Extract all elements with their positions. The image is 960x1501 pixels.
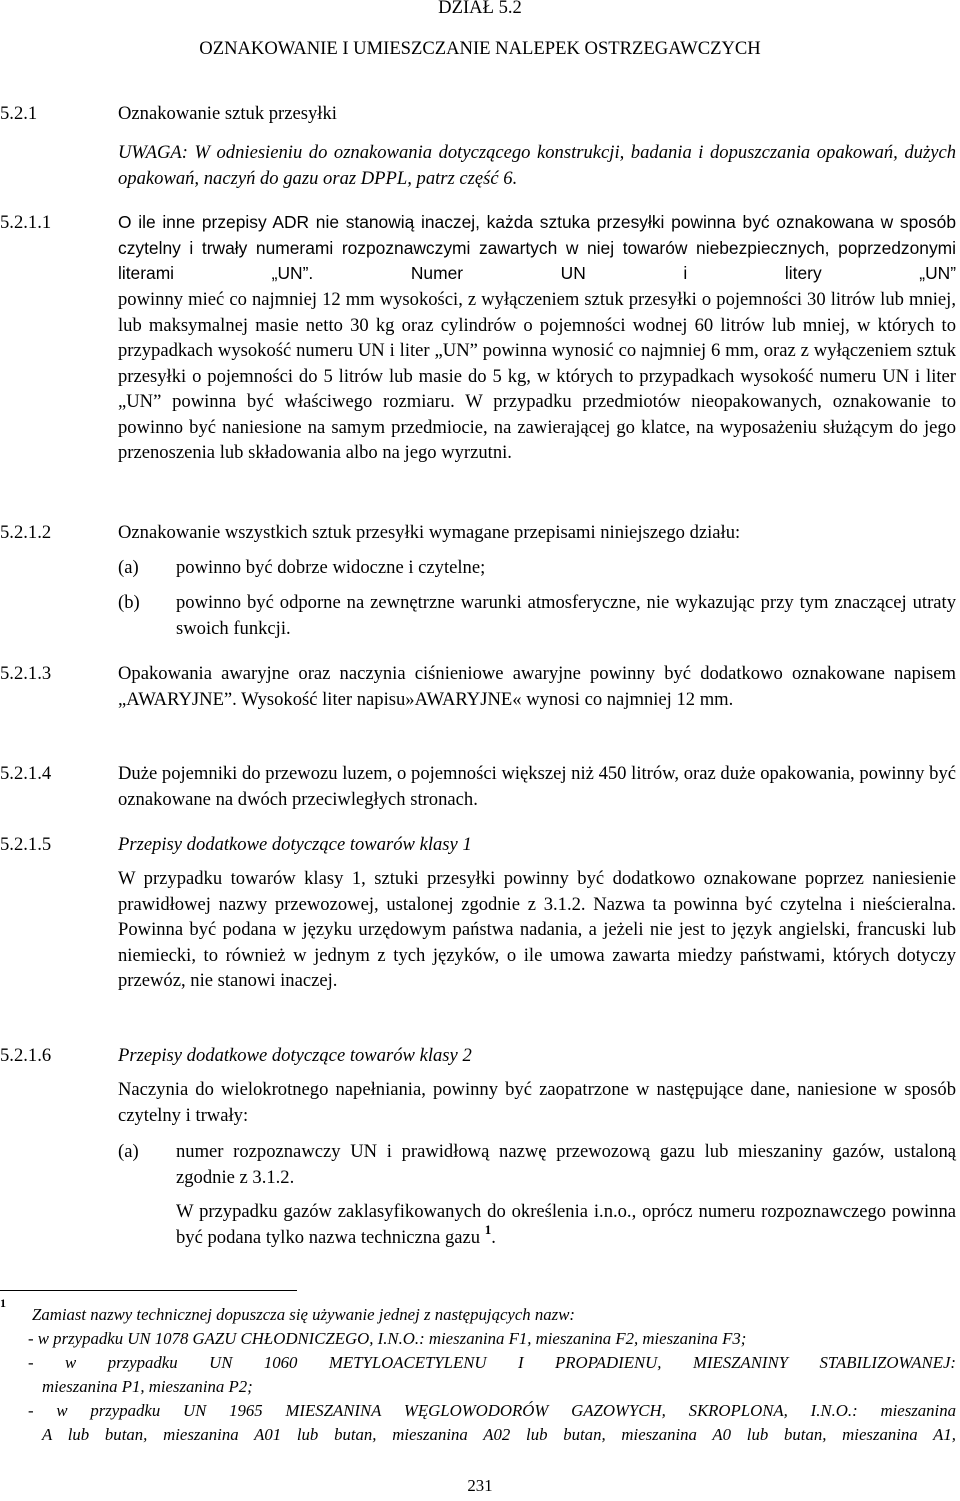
paragraph-5-2-1-5: W przypadku towarów klasy 1, sztuki przesyłki powinny być dodatkowo oznakowane poprzez naniesienie prawidłowej nazwy przewozowej, ustalonej zgodnie z 3.1.2. Nazwa ta powinna być czytelna i nieścieralna. Powinna być podana w języku urzędowym państwa nadania, a jeżeli nie jest to język angielski, francuski lub niemiecki, to również w jednym z tych języków, o ile umowa zawarta miedzy państwami, których dotyczy przewóz, nie stanowi inaczej. [118, 868, 956, 991]
section-number-5-2-1-6: 5.2.1.6 [0, 1045, 52, 1066]
section-number-5-2-1-4: 5.2.1.4 [0, 763, 52, 784]
section-title-5-2-1-6: Przepisy dodatkowe dotyczące towarów klasy 2 [118, 1045, 472, 1066]
note-text: UWAGA: W odniesieniu do oznakowania dotyczącego konstrukcji, badania i dopuszczania opakowań, dużych opakowań, naczyń do gazu oraz DPPL, patrz część 6. [118, 142, 956, 189]
footnote-reference[interactable]: 1 [484, 1221, 492, 1237]
list-item-a-2-continuation [176, 1199, 956, 1251]
footnote-item-2: - w przypadku UN 1060 METYLOACETYLENU I PROPADIENU, MIESZANINY STABILIZOWANEJ: [28, 1353, 956, 1372]
section-number-5-2-1: 5.2.1 [0, 103, 38, 124]
footnote-separator [0, 1290, 297, 1291]
paragraph-5-2-1-4: Duże pojemniki do przewozu luzem, o pojemności większej niż 450 litrów, oraz duże opakowania, powinny być oznakowane na dwóch przeciwległych stronach. [118, 763, 956, 810]
footnote-item-1: - w przypadku UN 1078 GAZU CHŁODNICZEGO, I.N.O.: mieszanina F1, mieszanina F2, mieszanina F3; [28, 1329, 747, 1348]
section-number-5-2-1-5: 5.2.1.5 [0, 834, 52, 855]
section-title-5-2-1-5: Przepisy dodatkowe dotyczące towarów klasy 1 [118, 834, 472, 855]
paragraph-5-2-1-3: Opakowania awaryjne oraz naczynia ciśnieniowe awaryjne powinny być dodatkowo oznakowane napisem „AWARYJNE”. Wysokość liter napisu»AWARYJNE« wynosi co najmniej 12 mm. [118, 663, 956, 710]
list-item-b: powinno być odporne na zewnętrzne warunki atmosferyczne, nie wykazując przy tym znaczącej utraty swoich funkcji. [176, 592, 956, 639]
list-label-b: (b) [118, 592, 140, 613]
paragraph-5-2-1-1-part1: O ile inne przepisy ADR nie stanowią inaczej, każda sztuka przesyłki powinna być oznakowana w sposób czytelny i trwały numerami rozpoznawczymi zawartych w niej towarów niebezpiecznych, poprzedzonymi literami „UN”. Numer UN i litery „UN” [118, 212, 956, 283]
section-title-5-2-1: Oznakowanie sztuk przesyłki [118, 103, 337, 124]
paragraph-5-2-1-1-part2: powinny mieć co najmniej 12 mm wysokości, z wyłączeniem sztuk przesyłki o pojemności 30 litrów lub mniej, lub maksymalnej masie netto 30 kg oraz cylindrów o pojemności wodnej 60 litrów lub mniej, w których to przypadkach wysokość numeru UN i liter „UN” powinna wynosić co najmniej 6 mm, oraz z wyłączeniem sztuk przesyłki o pojemności do 5 litrów lub masie do 5 kg, w których to przypadkach wysokość numeru UN i liter „UN” powinna być właściwego rozmiaru. W przypadku przedmiotów nieopakowanych, oznakowanie to powinno być naniesione na samym przedmiocie, na zawierającej go klatce, na wyposażeniu służącym do jego przenoszenia lub składowania albo na jego wyrzutni. [118, 289, 956, 463]
list-item-a: powinno być dobrze widoczne i czytelne; [176, 557, 486, 578]
section-number-5-2-1-2: 5.2.1.2 [0, 522, 52, 543]
footnote-item-2-cont: mieszanina P1, mieszanina P2; [42, 1377, 253, 1396]
chapter-heading: DZIAŁ 5.2 [438, 0, 522, 18]
page-number: 231 [467, 1476, 493, 1495]
list-label-a-2: (a) [118, 1141, 139, 1162]
continuation-text: W przypadku gazów zaklasyfikowanych do określenia i.n.o., oprócz numeru rozpoznawczego powinna być podana tylko nazwa techniczna gazu [176, 1201, 956, 1248]
footnote-item-3-cont: A lub butan, mieszanina A01 lub butan, mieszanina A02 lub butan, mieszanina A0 lub butan, mieszanina A1, [42, 1425, 956, 1444]
chapter-title: OZNAKOWANIE I UMIESZCZANIE NALEPEK OSTRZEGAWCZYCH [199, 38, 761, 59]
continuation-end: . [491, 1226, 496, 1248]
list-label-a: (a) [118, 557, 139, 578]
footnote-intro: Zamiast nazwy technicznej dopuszcza się używanie jednej z następujących nazw: [32, 1305, 575, 1324]
list-item-a-2: numer rozpoznawczy UN i prawidłową nazwę przewozową gazu lub mieszaniny gazów, ustaloną zgodnie z 3.1.2. [176, 1141, 956, 1188]
paragraph-5-2-1-6-intro: Naczynia do wielokrotnego napełniania, powinny być zaopatrzone w następujące dane, naniesione w sposób czytelny i trwały: [118, 1079, 956, 1126]
paragraph-5-2-1-2-intro: Oznakowanie wszystkich sztuk przesyłki wymagane przepisami niniejszego działu: [118, 522, 741, 543]
footnote-marker: 1 [0, 1296, 6, 1310]
footnote-item-3: - w przypadku UN 1965 MIESZANINA WĘGLOWODORÓW GAZOWYCH, SKROPLONA, I.N.O.: mieszanina [28, 1401, 956, 1420]
section-number-5-2-1-3: 5.2.1.3 [0, 663, 52, 684]
section-number-5-2-1-1: 5.2.1.1 [0, 212, 52, 233]
